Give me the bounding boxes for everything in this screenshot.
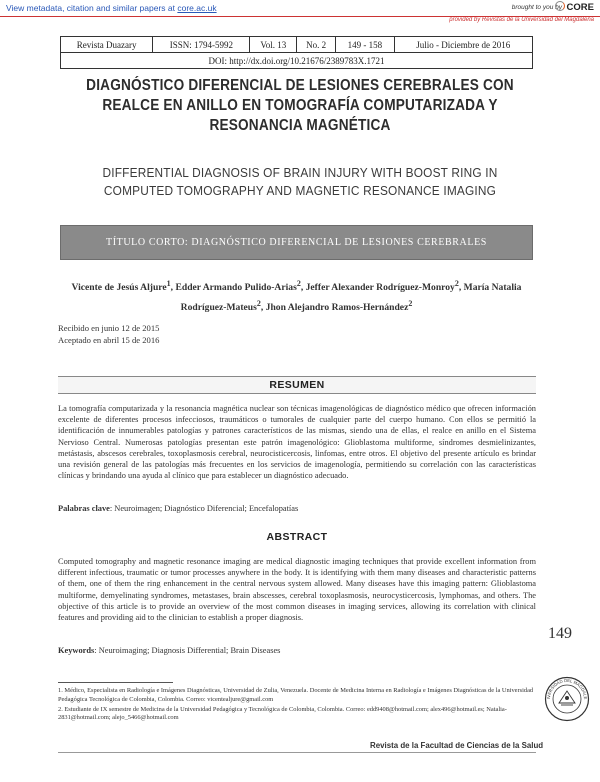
accepted-date: Aceptado en abril 15 de 2016 (58, 335, 160, 345)
resumen-text: La tomografía computarizada y la resonancia magnética nuclear son técnicas imagenológicas de diagnóstico médico que ofrecen información excelente de diferentes procesos infecciosos, traumáticos o tumorales de cualquier parte del cuerpo humano. Con ellos se permitió la identificación de innumerables patologías y patrones característicos de las mismas, siendo una de ellas, el realce en anillo en el Sistema Nervioso Central. Numerosas patologías presentan este patrón imagenológico: Glioblastoma multiforme, síndromes desmielinizantes, metástasis, abscesos cerebrales, toxoplasmosis cerebral, neurocisticercosis, linfomas, entre otros. El objetivo del presente artículo es brindar una revisión general de las patologías más frecuentes en los servicios de imagenología, permitiendo su correlación con las características clínicas y brindando una ayuda al clínico que para establecer un diagnóstico adecuado. (58, 404, 536, 481)
footer-divider (58, 752, 536, 753)
author-name: Edder Armando Pulido-Arias (175, 282, 297, 294)
meta-number: No. 2 (297, 37, 336, 53)
short-title-text: TÍTULO CORTO: DIAGNÓSTICO DIFERENCIAL DE LESIONES CEREBRALES (106, 237, 487, 248)
footnotes (58, 687, 536, 724)
keywords-en-label: Keywords (58, 646, 95, 655)
page-number: 149 (548, 625, 572, 642)
core-logo[interactable] (555, 1, 594, 13)
title-english (66, 164, 534, 200)
core-banner (0, 0, 600, 22)
title-en-line: DIFFERENTIAL DIAGNOSIS OF BRAIN INJURY WITH BOOST RING IN (102, 165, 498, 180)
author-list (60, 276, 533, 316)
university-seal-icon (544, 676, 590, 722)
footnote: 1. Médico, Especialista en Radiología e Imágenes Diagnósticas, Universidad de Zulia, Venezuela. Docente de Medicina Interna en Radiología e Imágenes Diagnósticas de la Universidad Pedagógica Tecnológica de Colombia, Colombia. Correo: vicentealjure@gmail.com (58, 687, 534, 703)
meta-row (61, 37, 533, 53)
author-affiliation-mark: 2 (408, 299, 413, 309)
meta-journal: Revista Duazary (61, 37, 153, 53)
author: Edder Armando Pulido-Arias$^2$, (175, 279, 306, 294)
received-date: Recibido en junio 12 de 2015 (58, 323, 160, 333)
author-name: María Natalia Rodríguez-Mateus (180, 282, 522, 314)
author (265, 299, 413, 314)
svg-text:UNIVERSIDAD DEL MAGDALENA (544, 676, 588, 700)
keywords-es-label: Palabras clave (58, 504, 110, 513)
resumen-heading: RESUMEN (58, 376, 536, 394)
author: Jeffer Alexander Rodríguez-Monroy$^2$, (305, 279, 464, 294)
meta-volume: Vol. 13 (250, 37, 297, 53)
author-name: Jeffer Alexander Rodríguez-Monroy (305, 282, 455, 294)
short-title-box (60, 225, 533, 260)
journal-footer-name: Revista de la Facultad de Ciencias de la Salud (370, 740, 544, 750)
seal-text: IVERSIDAD DEL MAGDALE (545, 677, 589, 700)
core-logo-icon (555, 1, 565, 11)
meta-doi[interactable]: DOI: http://dx.doi.org/10.21676/2389783X.1721 (61, 53, 533, 69)
author-affiliation-mark: 2 (454, 279, 459, 288)
author-name: Jhon Alejandro Ramos-Hernández (265, 302, 409, 314)
meta-period: Julio - Diciembre de 2016 (394, 37, 532, 53)
provided-by-text: provided by Revistas de la Universidad del Magdalena (449, 17, 594, 23)
submission-dates (58, 322, 159, 346)
title-es-line: RESONANCIA MAGNÉTICA (209, 117, 391, 134)
title-es-line: REALCE EN ANILLO EN TOMOGRAFÍA COMPUTARIZADA Y (102, 97, 498, 114)
abstract-heading: ABSTRACT (266, 531, 328, 543)
core-link-url[interactable]: core.ac.uk (177, 3, 217, 13)
meta-doi-row (61, 53, 533, 69)
abstract-text: Computed tomography and magnetic resonance imaging are medical diagnostic imaging techniques that provide excellent information from different infectious, traumatic or tumor processes anywhere in the body. It is identifying with them many diseases and characteristic patterns of them, one of them the ring enhancement in the central nervous system allowed. Many diseases have this imaging pattern: Glioblastoma multiforme, demyelinating syndromes, metastases, brain abscesses, cerebral toxoplasmosis, neurocysticercosis, lymphomas, and others. The objective of this article is to provide an overview of the most common diseases in imaging services, allowing its correlation with clinical features and providing aid to the clinician to establish a proper diagnosis. (58, 557, 536, 623)
title-spanish (71, 76, 529, 136)
keywords-spanish (58, 503, 536, 514)
title-es-line: DIAGNÓSTICO DIFERENCIAL DE LESIONES CEREBRALES CON (86, 77, 514, 94)
meta-pages: 149 - 158 (336, 37, 394, 53)
keywords-es-values: : Neuroimagen; Diagnóstico Diferencial; Encefalopatías (109, 504, 299, 513)
core-logo-text: CORE (566, 2, 594, 13)
brought-to-you-text: brought to you by (511, 4, 562, 11)
author-name: Vicente de Jesús Aljure (71, 282, 167, 294)
journal-meta-table (60, 36, 533, 69)
keywords-english (58, 645, 536, 656)
footnote-divider (58, 682, 173, 683)
core-metadata-link[interactable] (6, 3, 217, 13)
author: María Natalia Rodríguez-Mateus$^2$, (180, 282, 522, 314)
author-affiliation-mark: 1 (166, 279, 171, 288)
title-en-line: COMPUTED TOMOGRAPHY AND MAGNETIC RESONANCE IMAGING (103, 183, 497, 198)
meta-issn: ISSN: 1794-5992 (153, 37, 250, 53)
author-affiliation-mark: 2 (256, 299, 261, 309)
core-link-text: View metadata, citation and similar papers at (6, 3, 175, 13)
footnote: 2. Estudiante de IX semestre de Medicina de la Universidad Pedagógica y Tecnológica de Colombia, Colombia. Correo: edd9408@hotmail.com; alex496@hotmail.es; Natalia-2831@hotmail.com; alejo_5466@hotmail.com (58, 705, 507, 722)
keywords-en-values: : Neuroimaging; Diagnosis Differential; Brain Diseases (94, 646, 281, 655)
author-affiliation-mark: 2 (296, 279, 301, 288)
author: Vicente de Jesús Aljure$^1$, (71, 279, 176, 294)
